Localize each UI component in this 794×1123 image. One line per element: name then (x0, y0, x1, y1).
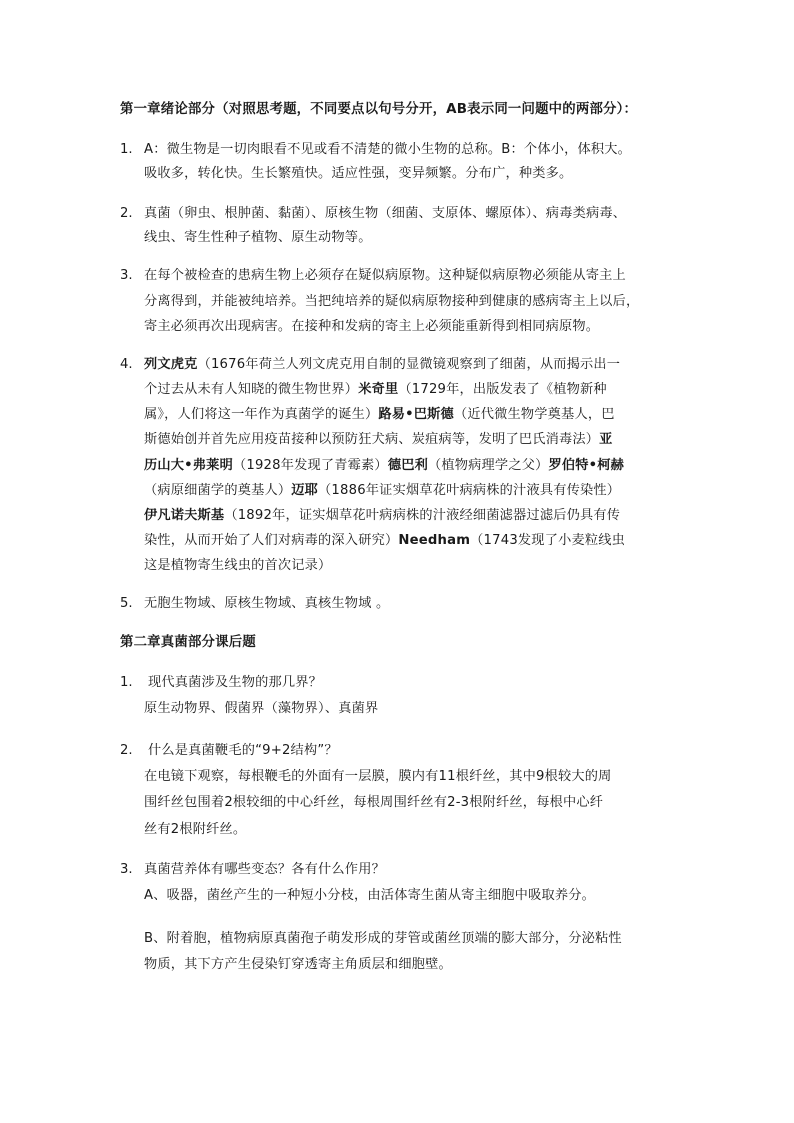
person-name: 米奇里 (358, 382, 399, 397)
paragraph-line: 真菌（卵虫、根肿菌、黏菌）、原核生物（细菌、支原体、螺原体）、病毒类病毒、 (144, 206, 627, 221)
paragraph-line: 在每个被检查的患病生物上必须存在疑似病原物。这种疑似病原物必须能从寄主上 (144, 268, 626, 283)
item-number: 3. (120, 268, 133, 283)
person-name: 路易•巴斯德 (378, 407, 454, 422)
answer-line: A、吸器，菌丝产生的一种短小分枝，由活体寄生菌从寄主细胞中吸取养分。 (144, 888, 596, 903)
paragraph-line: 列文虎克（1676年荷兰人列文虎克用自制的显微镜观察到了细菌，从而揭示出一 (144, 357, 621, 372)
person-name: 亚 (599, 432, 613, 447)
paragraph-line: 染性，从而开始了人们对病毒的深入研究）Needham（1743发现了小麦粒线虫 (144, 533, 626, 548)
person-name: 迈耶 (291, 483, 319, 498)
paragraph-line: 斯德始创并首先应用疫苗接种以预防狂犬病、炭疽病等，发明了巴氏消毒法）亚 (144, 432, 613, 447)
person-name: 德巴利 (387, 458, 428, 473)
chapter1-heading: 第一章绪论部分（对照思考题，不同要点以句号分开，AB表示同一问题中的两部分）： (120, 102, 638, 117)
person-name: Needham (398, 533, 471, 548)
item-number: 4. (120, 357, 133, 372)
person-name: 列文虎克 (144, 357, 198, 372)
item-number: 3. (120, 862, 133, 877)
paragraph-line: A：微生物是一切肉眼看不见或看不清楚的微小生物的总称。B：个体小，体积大。 (144, 142, 632, 157)
paragraph-line: 无胞生物域、原核生物域、真核生物域 。 (144, 596, 390, 611)
paragraph-line: 个过去从未有人知晓的微生物世界）米奇里（1729年，出版发表了《植物新种 (144, 382, 607, 397)
paragraph-line: 分离得到，并能被纯培养。当把纯培养的疑似病原物接种到健康的感病寄主上以后， (144, 294, 640, 309)
chapter2-heading: 第二章真菌部分课后题 (120, 635, 256, 650)
answer-line: 原生动物界、假菌界（藻物界）、真菌界 (144, 701, 379, 716)
paragraph-line: 线虫、寄生性种子植物、原生动物等。 (144, 230, 372, 245)
person-name: 伊凡诺夫斯基 (144, 508, 225, 523)
answer-line: B、附着胞，植物病原真菌孢子萌发形成的芽管或菌丝顶端的膨大部分，分泌粘性 (144, 931, 622, 946)
item-number: 2. (120, 206, 133, 221)
paragraph-line: 吸收多，转化快。生长繁殖快。适应性强，变异频繁。分布广，种类多。 (144, 166, 573, 181)
answer-line: 物质，其下方产生侵染钉穿透寄主角质层和细胞壁。 (144, 957, 452, 972)
paragraph-line: 伊凡诺夫斯基（1892年，证实烟草花叶病病株的汁液经细菌滤器过滤后仍具有传 (144, 508, 621, 523)
person-name: 历山大•弗莱明 (144, 458, 233, 473)
answer-line: 围纤丝包围着2根较细的中心纤丝，每根周围纤丝有2-3根附纤丝，每根中心纤 (144, 795, 604, 810)
item-number: 5. (120, 596, 133, 611)
paragraph-line: 寄主必须再次出现病害。在接种和发病的寄主上必须能重新得到相同病原物。 (144, 319, 600, 334)
item-number: 2. (120, 743, 133, 758)
paragraph-line: （病原细菌学的奠基人）迈耶（1886年证实烟草花叶病病株的汁液具有传染性） (144, 483, 621, 498)
answer-line: 丝有2根附纤丝。 (144, 822, 247, 837)
question-text: 什么是真菌鞭毛的“9+2结构”？ (148, 743, 338, 758)
paragraph-line: 这是植物寄生线虫的首次记录） (144, 558, 332, 573)
paragraph-line: 历山大•弗莱明（1928年发现了青霉素）德巴利（植物病理学之父）罗伯特•柯赫 (144, 458, 625, 473)
item-number: 1. (120, 142, 133, 157)
item-number: 1. (120, 675, 133, 690)
answer-line: 在电镜下观察，每根鞭毛的外面有一层膜，膜内有11根纤丝，其中9根较大的周 (144, 769, 612, 784)
person-name: 罗伯特•柯赫 (548, 458, 625, 473)
question-text: 现代真菌涉及生物的那几界？ (148, 675, 323, 690)
question-text: 真菌营养体有哪些变态？各有什么作用？ (144, 862, 385, 877)
paragraph-line: 属》，人们将这一年作为真菌学的诞生）路易•巴斯德（近代微生物学奠基人，巴 (144, 407, 615, 422)
